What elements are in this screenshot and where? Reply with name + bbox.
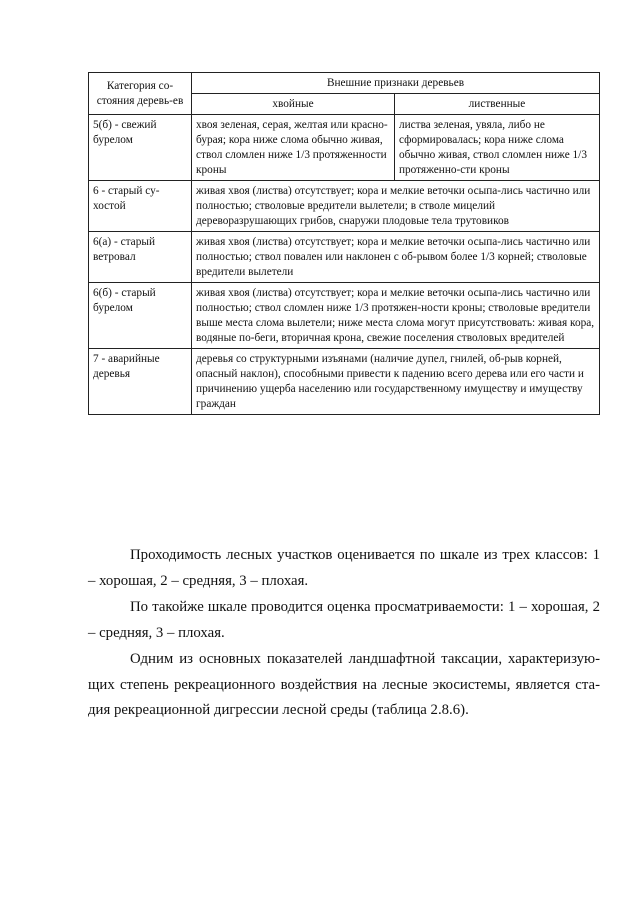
row-deciduous-signs: листва зеленая, увяла, либо не сформировалась; кора ниже слома обычно живая, ствол сломлен ниже 1/3 протяженно-сти кроны xyxy=(394,115,599,181)
row-category: 5(б) - свежий бурелом xyxy=(89,115,192,181)
row-signs: деревья со структурными изъянами (наличие дупел, гнилей, об-рыв корней, опасный наклон), способными привести к падению всего дерева или его части и причинению ущерба населению или государственному имуществу и имуществу граждан xyxy=(192,349,600,415)
paragraph-recreation xyxy=(88,647,600,724)
row-category: 7 - аварийные деревья xyxy=(89,349,192,415)
paragraph-visibility xyxy=(88,595,600,646)
row-category: 6(б) - старый бурелом xyxy=(89,283,192,349)
header-signs: Внешние признаки деревьев xyxy=(192,73,600,94)
paragraph-text: Проходимость лесных участков оценивается по шкале из трех классов: 1 – хорошая, 2 – средняя, 3 – плохая. xyxy=(88,547,600,589)
row-category: 6 - старый су-хостой xyxy=(89,181,192,232)
table-row xyxy=(89,283,600,349)
table-row xyxy=(89,115,600,181)
header-category: Категория со-стояния деревь-ев xyxy=(89,73,192,115)
tree-condition-table xyxy=(88,72,600,415)
header-deciduous: лиственные xyxy=(394,94,599,115)
paragraph-text: По такойже шкале проводится оценка просматриваемости: 1 – хорошая, 2 – средняя, 3 – плохая. xyxy=(88,599,600,641)
table-row xyxy=(89,349,600,415)
row-signs: живая хвоя (листва) отсутствует; кора и мелкие веточки осыпа-лись частично или полностью; ствол сломлен ниже 1/3 протяжен-ности кроны; стволовые вредители выше места слома вылетели; ниже места слома могут присутствовать: живая кора, водяные по-беги, вторичная крона, свежие поселения стволовых вредителей xyxy=(192,283,600,349)
row-category: 6(а) - старый ветровал xyxy=(89,232,192,283)
table-header-row xyxy=(89,73,600,94)
table-row xyxy=(89,232,600,283)
row-signs: живая хвоя (листва) отсутствует; кора и мелкие веточки осыпа-лись частично или полностью; стволовые вредители вылетели; в стволе мицелий дереворазрушающих грибов, снаружи плодовые тела трутовиков xyxy=(192,181,600,232)
row-conifer-signs: хвоя зеленая, серая, желтая или красно-бурая; кора ниже слома обычно живая, ствол сломлен ниже 1/3 протяженности кроны xyxy=(192,115,395,181)
row-signs: живая хвоя (листва) отсутствует; кора и мелкие веточки осыпа-лись частично или полностью; ствол повален или наклонен с об-рывом более 1/3 корней; стволовые вредители вылетели xyxy=(192,232,600,283)
table-row xyxy=(89,181,600,232)
paragraph-text: Одним из основных показателей ландшафтной таксации, характеризую-щих степень рекреационного воздействия на лесные экосистемы, является ста-дия рекреационной дигрессии лесной среды (таблица 2.8.6). xyxy=(88,651,600,718)
paragraph-passability xyxy=(88,543,600,594)
header-conifer: хвойные xyxy=(192,94,395,115)
